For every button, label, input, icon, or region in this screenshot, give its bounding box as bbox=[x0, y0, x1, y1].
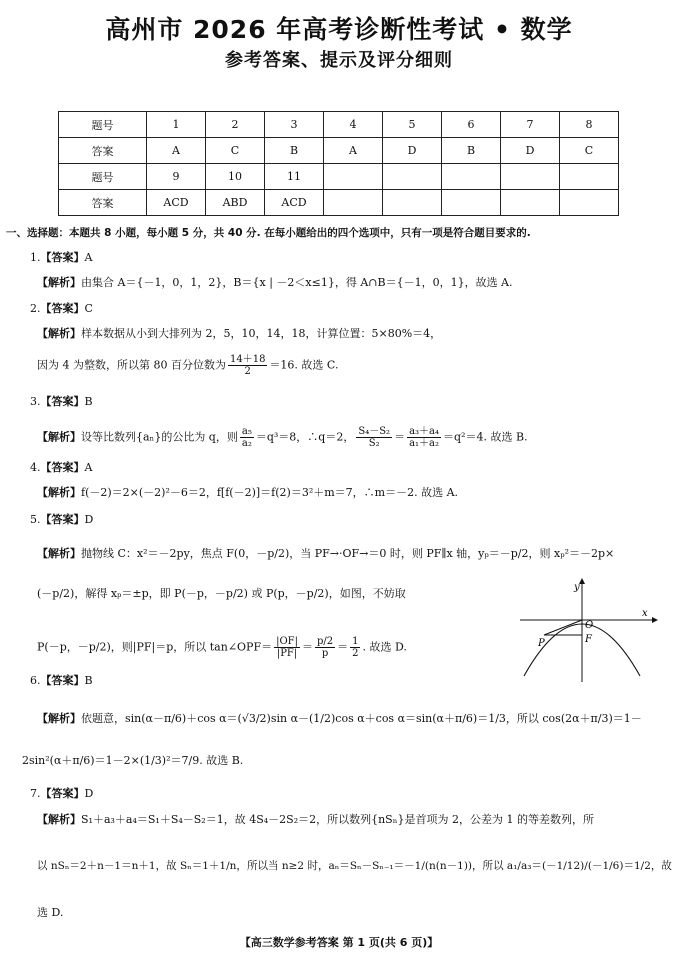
table-cell: 6 bbox=[442, 112, 501, 138]
analysis-text: 设等比数列{aₙ}的公比为 q，则 bbox=[81, 430, 238, 444]
focus-label: F bbox=[585, 634, 592, 645]
table-cell: B bbox=[265, 138, 324, 164]
table-cell bbox=[501, 164, 560, 190]
y-axis-arrow bbox=[579, 578, 585, 584]
answer-label: 【答案】 bbox=[40, 395, 85, 408]
analysis-label: 【解析】 bbox=[37, 547, 81, 560]
table-cell: 1 bbox=[147, 112, 206, 138]
page-subtitle: 参考答案、提示及评分细则 bbox=[225, 50, 453, 71]
table-cell: ACD bbox=[147, 190, 206, 216]
answer-label: 【答案】 bbox=[40, 674, 85, 687]
segment-po bbox=[544, 620, 582, 635]
answer-value: B bbox=[84, 674, 93, 687]
question-7-answer bbox=[30, 786, 93, 802]
answer-value: D bbox=[84, 513, 94, 526]
analysis-text: S₁＋a₃＋a₄＝S₁＋S₄－S₂＝1，故 4S₄－2S₂＝2，所以数列{nSₙ}是首项为 2，公差为 1 的等差数列，所 bbox=[81, 813, 594, 826]
page-title: 高州市 2026 年高考诊断性考试 • 数学 bbox=[105, 15, 573, 44]
analysis-text: ＝ bbox=[394, 430, 406, 444]
table-row bbox=[59, 138, 619, 164]
analysis-text: ＝ bbox=[301, 640, 313, 654]
answer-value: A bbox=[84, 251, 93, 264]
analysis-text: 由集合 A＝{－1，0，1，2}，B＝{x | －2＜x≤1}，得 A∩B＝{－1，0，1}，故选 A. bbox=[81, 276, 513, 289]
table-cell: 11 bbox=[265, 164, 324, 190]
table-header-cell: 答案 bbox=[59, 138, 147, 164]
table-cell: 4 bbox=[324, 112, 383, 138]
answer-table bbox=[58, 111, 619, 216]
x-axis-arrow bbox=[652, 617, 658, 623]
question-4-answer bbox=[30, 460, 92, 476]
table-cell: 5 bbox=[383, 112, 442, 138]
question-3-analysis bbox=[37, 426, 528, 449]
analysis-text: 依题意，sin(α－π/6)＋cos α＝(√3/2)sin α－(1/2)cos α＋cos α＝sin(α＋π/6)＝1/3，所以 cos(2α＋π/3)＝1－ bbox=[81, 712, 642, 725]
table-cell bbox=[324, 164, 383, 190]
table-cell bbox=[560, 164, 619, 190]
table-cell bbox=[442, 164, 501, 190]
answer-label: 【答案】 bbox=[40, 461, 85, 474]
table-cell: 8 bbox=[560, 112, 619, 138]
analysis-label: 【解析】 bbox=[37, 712, 81, 725]
question-5-analysis-cont bbox=[37, 636, 407, 659]
answer-label: 【答案】 bbox=[40, 251, 85, 264]
table-row bbox=[59, 190, 619, 216]
fraction: $\frac{\text{a₃＋a₄}}{\text{a₁＋a₂}}$ bbox=[409, 426, 440, 449]
fraction: $\frac{14+18}{2}$ bbox=[229, 354, 266, 377]
question-1-answer bbox=[30, 250, 92, 266]
table-cell: ACD bbox=[265, 190, 324, 216]
question-2-analysis-cont bbox=[37, 354, 338, 377]
parabola-figure bbox=[518, 576, 658, 684]
table-cell: C bbox=[560, 138, 619, 164]
question-5-analysis-cont: (－p/2)，解得 xₚ＝±p，即 P(－p，－p/2) 或 P(p，－p/2)，如图，不妨取 bbox=[37, 587, 406, 600]
analysis-label: 【解析】 bbox=[37, 327, 81, 340]
question-7-analysis-cont: 选 D. bbox=[37, 906, 64, 919]
analysis-label: 【解析】 bbox=[37, 813, 81, 826]
question-3-answer bbox=[30, 394, 93, 410]
table-cell: D bbox=[383, 138, 442, 164]
question-6-answer bbox=[30, 673, 93, 689]
origin-label: O bbox=[585, 620, 594, 631]
table-row bbox=[59, 112, 619, 138]
page-footer: 【高三数学参考答案 第 1 页(共 6 页)】 bbox=[239, 936, 439, 949]
question-5-answer bbox=[30, 512, 93, 528]
table-cell: 10 bbox=[206, 164, 265, 190]
question-6-analysis-cont: 2sin²(α＋π/6)＝1－2×(1/3)²＝7/9. 故选 B. bbox=[22, 754, 244, 767]
answer-value: A bbox=[84, 461, 93, 474]
fraction: $\frac{|OF|}{|PF|}$ bbox=[276, 636, 298, 659]
table-cell bbox=[501, 190, 560, 216]
analysis-text: 因为 4 为整数，所以第 80 百分位数为 bbox=[37, 358, 226, 372]
question-number: 5. bbox=[30, 513, 41, 526]
question-7-analysis bbox=[37, 812, 594, 828]
table-header-cell: 答案 bbox=[59, 190, 147, 216]
table-cell bbox=[560, 190, 619, 216]
question-number: 3. bbox=[30, 395, 41, 408]
analysis-text: 样本数据从小到大排列为 2，5，10，14，18，计算位置：5×80%＝4， bbox=[81, 327, 442, 340]
question-1-analysis bbox=[37, 275, 513, 291]
section-heading: 一、选择题：本题共 8 小题，每小题 5 分，共 40 分. 在每小题给出的四个选项中，只有一项是符合题目要求的. bbox=[6, 227, 531, 239]
table-cell bbox=[383, 190, 442, 216]
question-number: 7. bbox=[30, 787, 41, 800]
point-p-label: P bbox=[538, 638, 545, 649]
question-2-answer bbox=[30, 301, 93, 317]
question-number: 4. bbox=[30, 461, 41, 474]
analysis-text: ＝q²＝4. 故选 B. bbox=[443, 430, 528, 444]
question-number: 6. bbox=[30, 674, 41, 687]
question-6-analysis bbox=[37, 711, 642, 727]
analysis-label: 【解析】 bbox=[37, 276, 81, 289]
table-cell bbox=[442, 190, 501, 216]
answer-value: D bbox=[84, 787, 94, 800]
table-cell: ABD bbox=[206, 190, 265, 216]
table-header-cell: 题号 bbox=[59, 164, 147, 190]
fraction: $\frac{\text{a₅}}{\text{a₂}}$ bbox=[241, 426, 252, 449]
table-cell: 2 bbox=[206, 112, 265, 138]
analysis-text: 抛物线 C：x²＝－2py，焦点 F(0，－p/2)，当 PF→·OF→＝0 时，则 PF∥x 轴，yₚ＝－p/2，则 xₚ²＝－2p× bbox=[81, 547, 615, 560]
table-cell: D bbox=[501, 138, 560, 164]
table-cell: A bbox=[324, 138, 383, 164]
table-cell: C bbox=[206, 138, 265, 164]
analysis-text: ＝16. 故选 C. bbox=[269, 358, 339, 372]
analysis-text: . 故选 D. bbox=[362, 640, 407, 654]
answer-label: 【答案】 bbox=[40, 787, 85, 800]
table-cell: 7 bbox=[501, 112, 560, 138]
question-number: 1. bbox=[30, 251, 41, 264]
table-cell: 9 bbox=[147, 164, 206, 190]
table-cell: 3 bbox=[265, 112, 324, 138]
analysis-text: f(－2)＝2×(－2)²－6＝2，f[f(－2)]＝f(2)＝3²＋m＝7，∴m＝－2. 故选 A. bbox=[81, 486, 459, 499]
y-label: y bbox=[574, 582, 580, 593]
analysis-text: ＝q³＝8，∴q＝2， bbox=[255, 430, 355, 444]
analysis-label: 【解析】 bbox=[37, 430, 81, 444]
question-5-analysis bbox=[37, 546, 614, 562]
table-cell: A bbox=[147, 138, 206, 164]
analysis-label: 【解析】 bbox=[37, 486, 81, 499]
table-row bbox=[59, 164, 619, 190]
answer-label: 【答案】 bbox=[40, 302, 85, 315]
answer-label: 【答案】 bbox=[40, 513, 85, 526]
analysis-text: P(－p，－p/2)，则|PF|＝p，所以 tan∠OPF＝ bbox=[37, 640, 273, 654]
answer-value: C bbox=[84, 302, 93, 315]
fraction: $\frac{1}{2}$ bbox=[352, 636, 359, 659]
answer-value: B bbox=[84, 395, 93, 408]
table-header-cell: 题号 bbox=[59, 112, 147, 138]
table-cell: B bbox=[442, 138, 501, 164]
table-cell bbox=[383, 164, 442, 190]
question-2-analysis bbox=[37, 326, 441, 342]
table-cell bbox=[324, 190, 383, 216]
fraction: $\frac{\text{S₄－S₂}}{\text{S₂}}$ bbox=[358, 426, 391, 449]
question-4-analysis bbox=[37, 485, 458, 501]
analysis-text: ＝ bbox=[337, 640, 349, 654]
x-label: x bbox=[642, 608, 648, 619]
fraction: $\frac{p/2}{p}$ bbox=[316, 636, 334, 659]
question-number: 2. bbox=[30, 302, 41, 315]
question-7-analysis-cont: 以 nSₙ＝2＋n－1＝n＋1，故 Sₙ＝1＋1/n，所以当 n≥2 时，aₙ＝Sₙ－Sₙ₋₁＝－1/(n(n－1))，所以 a₁/a₃＝(－1/12)/(－1/6)＝1/2，故 bbox=[37, 860, 672, 872]
